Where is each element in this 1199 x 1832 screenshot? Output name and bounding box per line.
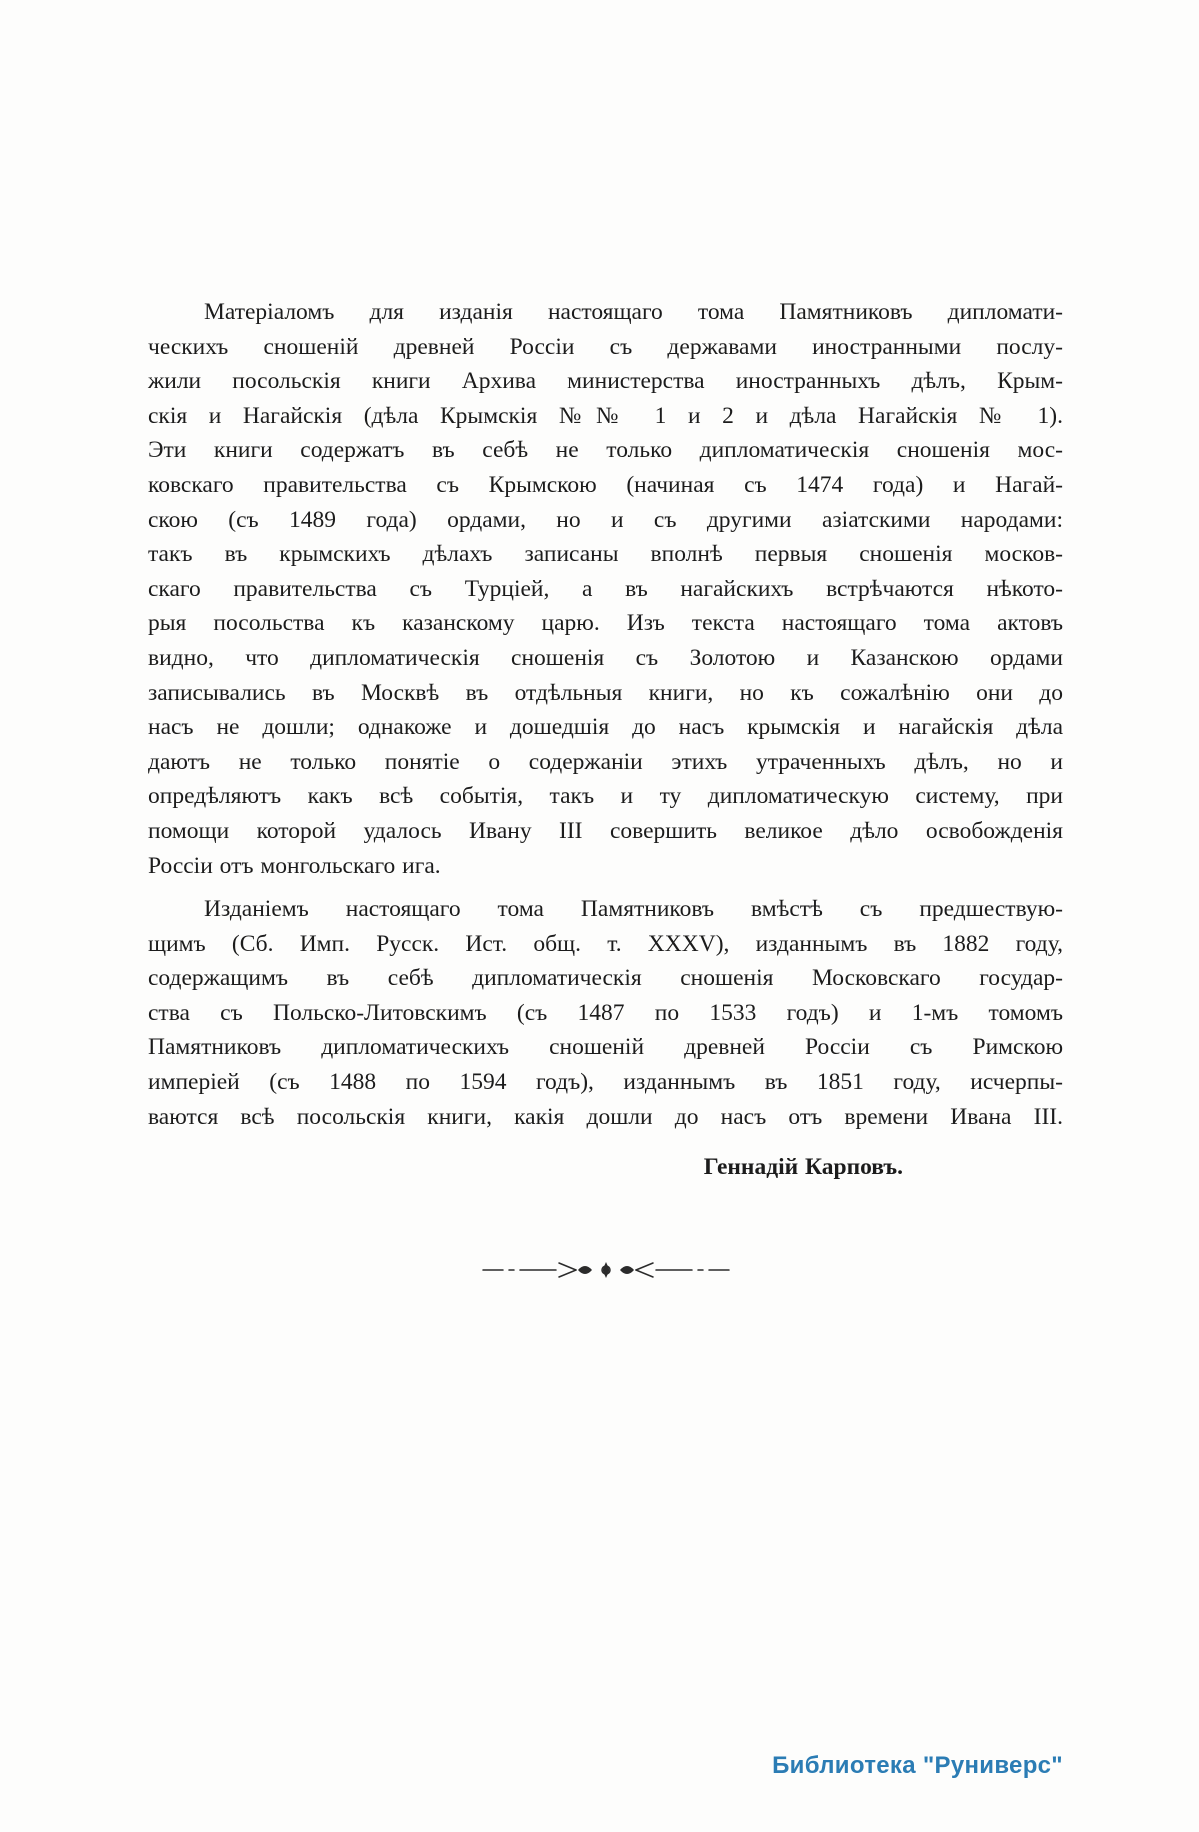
paragraph-line: ческихъ сношеній древней Россіи съ державами иностранными послу-	[148, 333, 1063, 360]
paragraph-line: опредѣляютъ какъ всѣ событія, такъ и ту дипломатическую систему, при	[148, 783, 1063, 810]
text-block	[148, 295, 1063, 1185]
runivers-watermark: Библиотека "Руниверс"	[772, 1752, 1063, 1779]
paragraph-line: рыя посольства къ казанскому царю. Изъ текста настоящаго тома актовъ	[148, 610, 1063, 637]
paragraph-line: жили посольскія книги Архива министерства иностранныхъ дѣлъ, Крым-	[148, 368, 1063, 395]
paragraph-line: имперіей (съ 1488 по 1594 годъ), изданнымъ въ 1851 году, исчерпы-	[148, 1069, 1063, 1096]
paragraph-line: содержащимъ въ себѣ дипломатическія сношенія Московскаго государ-	[148, 965, 1063, 992]
paragraph-line: ваются всѣ посольскія книги, какія дошли до насъ отъ времени Ивана III.	[148, 1103, 1063, 1130]
paragraph-line: такъ въ крымскихъ дѣлахъ записаны вполнѣ первыя сношенія москов-	[148, 541, 1063, 568]
paragraph-line: скія и Нагайскія (дѣла Крымскія №№ 1 и 2 и дѣла Нагайскія № 1).	[148, 402, 1063, 429]
author-signature: Геннадій Карповъ.	[703, 1154, 903, 1181]
ornament-divider	[148, 1258, 1063, 1287]
paragraph-line: ковскаго правительства съ Крымскою (начиная съ 1474 года) и Нагай-	[148, 471, 1063, 498]
ornament-divider-icon	[481, 1258, 731, 1282]
paragraph-line: Памятниковъ дипломатическихъ сношеній древней Россіи съ Римскою	[148, 1034, 1063, 1061]
paragraph-line: скаго правительства съ Турціей, а въ нагайскихъ встрѣчаются нѣкото-	[148, 575, 1063, 602]
paragraph	[148, 892, 1063, 1134]
paragraph-line: записывались въ Москвѣ въ отдѣльныя книги, но къ сожалѣнію они до	[148, 679, 1063, 706]
paragraph-line: щимъ (Сб. Имп. Русск. Ист. общ. т. XXXV), изданнымъ въ 1882 году,	[148, 930, 1063, 957]
paragraph-line: ства съ Польско-Литовскимъ (съ 1487 по 1533 годъ) и 1-мъ томомъ	[148, 999, 1063, 1026]
paragraph-line: помощи которой удалось Ивану III совершить великое дѣло освобожденія	[148, 817, 1063, 844]
paragraph	[148, 295, 1063, 883]
paragraph-line: Эти книги содержатъ въ себѣ не только дипломатическія сношенія мос-	[148, 437, 1063, 464]
paragraph-line: насъ не дошли; однакоже и дошедшія до насъ крымскія и нагайскія дѣла	[148, 714, 1063, 741]
paragraph-line: даютъ не только понятіе о содержаніи этихъ утраченныхъ дѣлъ, но и	[148, 748, 1063, 775]
paragraph-line: Матеріаломъ для изданія настоящаго тома Памятниковъ дипломати-	[204, 299, 1063, 325]
paragraph-line: скою (съ 1489 года) ордами, но и съ другими азіатскими народами:	[148, 506, 1063, 533]
paragraph-line: видно, что дипломатическія сношенія съ Золотою и Казанскою ордами	[148, 644, 1063, 671]
paragraph-line: Россіи отъ монгольскаго ига.	[148, 852, 441, 879]
paragraph-line: Изданіемъ настоящаго тома Памятниковъ вмѣстѣ съ предшествую-	[204, 896, 1063, 923]
